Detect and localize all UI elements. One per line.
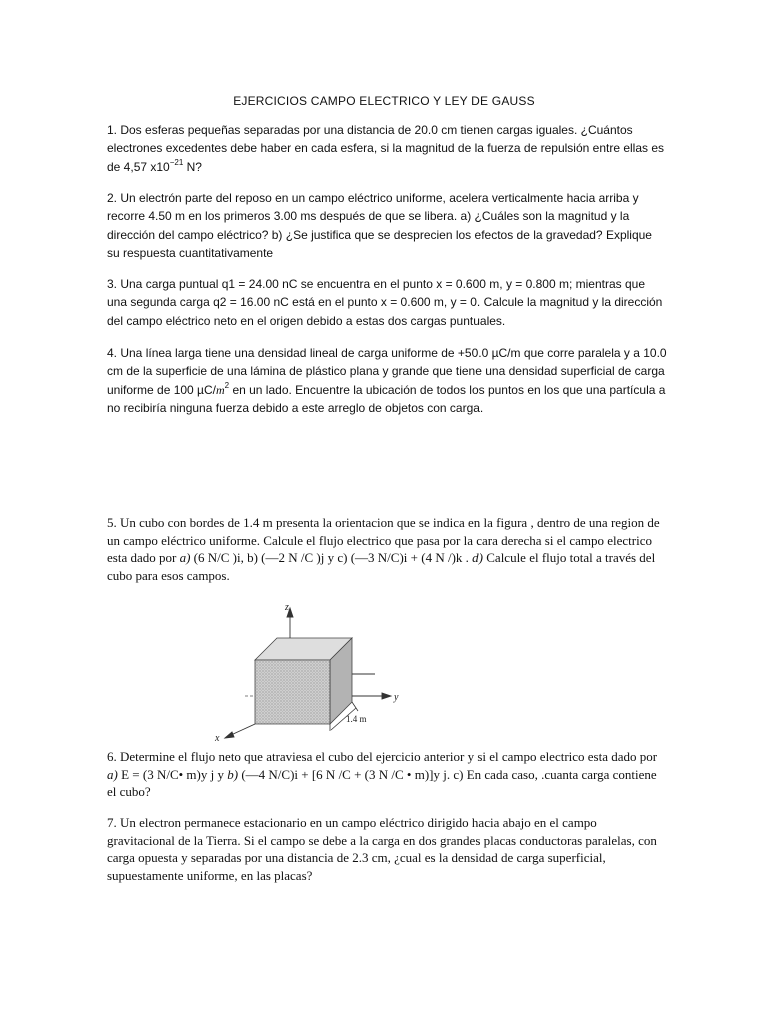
exercise-1-suffix: N? [183,159,202,174]
exercise-2: 2. Un electrón parte del reposo en un campo eléctrico uniforme, acelera verticalmente hacia arriba y recorre 4.50 m en los primeros 3.00 ms después de que se libera. a) ¿Cuáles son la magnitud y la dirección del campo eléctrico? b) ¿Se justifica que se desprecien los efectos de la gravedad? Explique su respuesta cuantitativamente [107,191,652,261]
exercise-6-text-a: 6. Determine el flujo neto que atraviesa el cubo del ejercicio anterior y si el campo electrico esta dado por [107,749,658,764]
exercise-5-text-c: Calcule el flujo total a través del cubo para esos campos. [107,550,656,583]
exercise-6-part-a: a) [107,766,118,782]
exercise-1-text: 1. Dos esferas pequeñas separadas por una distancia de 20.0 cm tienen cargas iguales. ¿Cuántos electrones excedentes debe haber en cada esfera, si la magnitud de la fuerza de repulsión entre ellas es de 4,57 x10 [107,123,665,174]
exercise-4-text-b: en un lado. Encuentre la ubicación de todos los puntos en los que una partícula a no recibiría ninguna fuerza debido a este arreglo de objetos con carga. [107,382,666,416]
edge-length-label: 1.4 m [346,714,367,724]
exercise-4 [107,344,667,418]
exercise-3: 3. Una carga puntual q1 = 24.00 nC se encuentra en el punto x = 0.600 m, y = 0.800 m; mientras que una segunda carga q2 = 16.00 nC está en el punto x = 0.600 m, y = 0. Calcule la magnitud y la dirección del campo eléctrico neto en el origen debido a estas dos cargas puntuales. [107,277,663,328]
exercise-1 [107,121,667,176]
exercise-5-text-b: (6 N/C )i, b) (—2 N /C )j y c) (—3 N/C)i + (4 N /)k . [190,550,473,566]
exercise-6-text-c: (—4 N/C)i + [6 N /C + (3 N /C • m)]y j. c) En cada caso, .cuanta carga contiene el cubo? [107,766,657,800]
exercise-5 [107,514,667,584]
cube [255,638,352,724]
y-axis-label: y [394,692,399,703]
z-axis-label: z [285,602,289,613]
exercise-4-exponent: 2 [224,380,230,390]
exercise-4-text-a: 4. Una línea larga tiene una densidad lineal de carga uniforme de +50.0 µC/m que corre paralela y a 10.0 cm de la superficie de una lámina de plástico plana y grande que tiene una densidad superficial de carga uniforme de 100 µC/ [107,346,667,397]
exercise-5-text-a: 5. Un cubo con bordes de 1.4 m presenta la orientacion que se indica en la figura , dentro de una region de un campo eléctrico uniforme. Calcule el flujo electrico que pasa por la cara derecha si el campo electrico esta dado por [107,515,660,566]
exercise-5-part-d: d) [472,550,483,566]
cube-figure [205,598,410,746]
exercise-5-part-a: a) [179,550,191,566]
exercise-4-unit: m [215,382,225,397]
exercise-1-exponent: −21 [169,157,184,167]
page-title: EJERCICIOS CAMPO ELECTRICO Y LEY DE GAUSS [233,94,535,108]
exercise-6-part-b: b) [227,766,239,782]
exercise-7: 7. Un electron permanece estacionario en un campo eléctrico dirigido hacia abajo en el campo gravitacional de la Tierra. Si el campo se debe a la carga en dos grandes placas conductoras paralelas, con carga opuesta y separadas por una distancia de 2.3 cm, ¿cual es la densidad de carga superficial, supuestamente uniforme, en las placas? [107,815,657,883]
x-axis-label: x [215,733,220,744]
exercise-6-text-b: E = (3 N/C• m)y j y [117,766,228,782]
exercise-6 [107,748,667,801]
